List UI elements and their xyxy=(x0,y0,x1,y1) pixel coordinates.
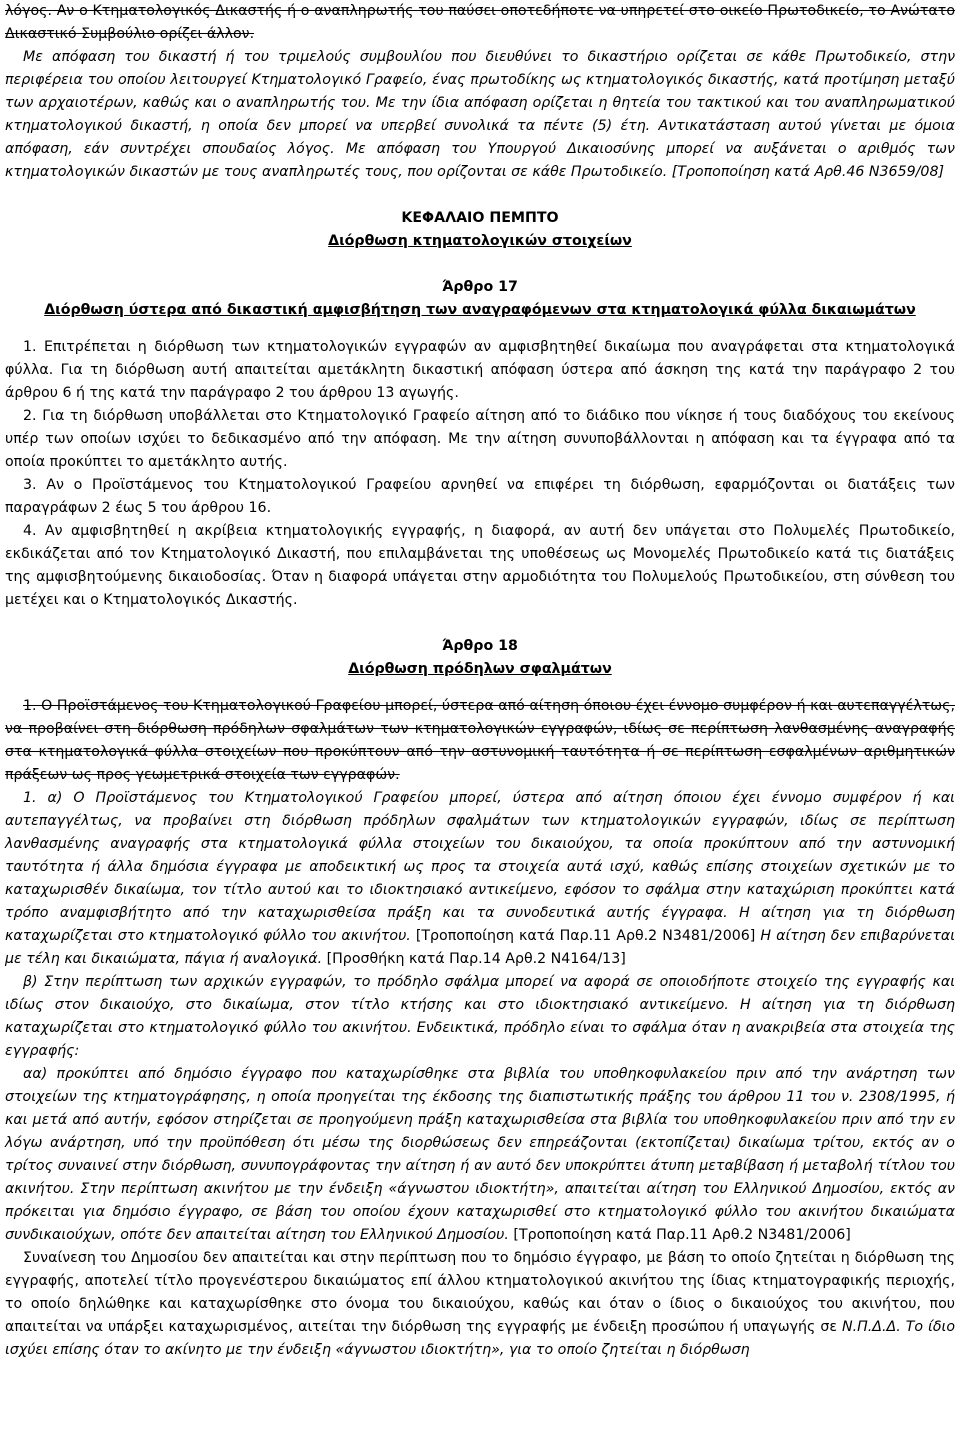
chapter-subtitle: Διόρθωση κτηματολογικών στοιχείων xyxy=(328,233,632,249)
paragraph-1a-text-2: Η αίτηση δεν επιβαρύνεται με τέλη και δικαιώματα, πάγια ή αναλογικά. xyxy=(5,928,956,967)
article-17-paragraph-1: 1. Επιτρέπεται η διόρθωση των κτηματολογικών εγγραφών αν αμφισβητηθεί δικαίωμα που αναγράφεται στα κτηματολογικά φύλλα. Για τη διόρθωση αυτή απαιτείται αμετάκλητη δικαστική απόφαση ύστερα από άσκηση της κατά την παράγραφο 2 του άρθρου 6 ή της κατά την παράγραφο 2 του άρθρου 13 αγωγής. xyxy=(5,339,955,401)
article-17-paragraph-3: 3. Αν ο Προϊστάμενος του Κτηματολογικού Γραφείου αρνηθεί να επιφέρει τη διόρθωση, εφαρμόζονται οι διατάξεις των παραγράφων 2 έως 5 του άρθρου 16. xyxy=(5,477,955,516)
document-page xyxy=(5,0,955,1362)
paragraph-1a-text: 1. α) Ο Προϊστάμενος του Κτηματολογικού Γραφείου μπορεί, ύστερα από αίτηση όποιου έχει έννομο συμφέρον ή και αυτεπαγγέλτως, να προβαίνει στη διόρθωση πρόδηλων σφαλμάτων των κτηματολογικών εγγραφών, ιδίως σε περίπτωση λανθασμένης αναγραφής στα κτηματολογικά φύλλα στοιχείων του δικαιούχου, τα οποία προκύπτουν από την αστυνομική ταυτότητα ή άλλα δημόσια έγγραφα με αποδεικτική ως προς τα στοιχεία αυτά ισχύ, καθώς επίσης στοιχείων σχετικών με το καταχωρισθέν δικαίωμα, τον τίτλο αυτού και το ιδιοκτησιακό αντικείμενο, εφόσον το σφάλμα στην καταχώριση προκύπτει κατά τρόπο αναμφισβήτητο από την καταχωρισθείσα πράξη και τα συνοδευτικά αυτής έγγραφα. Η αίτηση για τη διόρθωση καταχωρίζεται στο κτηματολογικό φύλλο του ακινήτου. xyxy=(5,790,955,944)
article-18-consent-paragraph xyxy=(5,1247,955,1362)
article-18-paragraph-1a xyxy=(5,787,955,971)
intro-paragraph: Με απόφαση του δικαστή ή του τριμελούς συμβουλίου που διευθύνει το δικαστήριο ορίζεται σε κάθε Πρωτοδικείο, στην περιφέρεια του οποίου λειτουργεί Κτηματολογικό Γραφείο, ένας πρωτοδίκης ως κτηματολογικός δικαστής, κατά προτίμηση μεταξύ των αρχαιοτέρων, καθώς και ο αναπληρωτής του. Με την ίδια απόφαση ορίζεται η θητεία του τακτικού και του αναπληρωματικού κτηματολογικού δικαστή, η οποία δεν μπορεί να υπερβεί συνολικά τα πέντε (5) έτη. Αντικατάσταση αυτού γίνεται με όμοια απόφαση, εάν συντρέχει σπουδαίος λόγος. Με απόφαση του Υπουργού Δικαιοσύνης μπορεί να αυξάνεται ο αριθμός των κτηματολογικών δικαστών με τους αναπληρωτές τους, που ορίζονται σε κάθε Πρωτοδικείο. [Τροποποίηση κατά Αρθ.46 Ν3659/08] xyxy=(5,49,955,180)
article-18-item-aa xyxy=(5,1063,955,1247)
article-18-subtitle: Διόρθωση πρόδηλων σφαλμάτων xyxy=(348,661,612,677)
amendment-reference: [Τροποποίηση κατά Παρ.11 Αρθ.2 Ν3481/2006] xyxy=(410,928,761,944)
amendment-reference: [Προσθήκη κατά Παρ.14 Αρθ.2 Ν4164/13] xyxy=(322,951,626,967)
article-17-paragraph-4: 4. Αν αμφισβητηθεί η ακρίβεια κτηματολογικής εγγραφής, η διαφορά, αν αυτή δεν υπάγεται στο Πολυμελές Πρωτοδικείο, εκδικάζεται από τον Κτηματολογικό Δικαστή, που επιλαμβάνεται της υποθέσεως ως Μονομελές Πρωτοδικείο κατά τις διατάξεις της αμφισβητούμενης δικαιοδοσίας. Όταν η διαφορά υπάγεται στην αρμοδιότητα του Πολυμελούς Πρωτοδικείου, στη σύνθεση του μετέχει και ο Κτηματολογικός Δικαστής. xyxy=(5,523,955,608)
article-18-paragraph-1b: β) Στην περίπτωση των αρχικών εγγραφών, το πρόδηλο σφάλμα μπορεί να αφορά σε οποιοδήποτε στοιχείο της εγγραφής και ιδίως στον δικαιούχο, στο δικαίωμα, στον τίτλο κτήσης και στο ιδιοκτησιακό αντικείμενο. Η αίτηση για τη διόρθωση καταχωρίζεται στο κτηματολογικό φύλλο του ακινήτου. Ενδεικτικά, πρόδηλο είναι το σφάλμα όταν η ανακριβεία στα στοιχεία της εγγραφής: xyxy=(5,974,955,1059)
consent-text-2: Ν.Π.Δ.Δ. Το ίδιο ισχύει επίσης όταν το ακίνητο με την ένδειξη «άγνωστου ιδιοκτήτη», για το οποίο ζητείται η διόρθωση xyxy=(5,1319,956,1358)
article-17-subtitle: Διόρθωση ύστερα από δικαστική αμφισβήτηση των αναγραφόμενων στα κτηματολογικά φύλλα δικαιωμάτων xyxy=(44,302,916,318)
item-aa-text: αα) προκύπτει από δημόσιο έγγραφο που καταχωρίσθηκε στα βιβλία του υποθηκοφυλακείου πριν από την ανάρτηση των στοιχείων της κτηματογράφησης, η οποία προηγείται της έκδοσης της διαπιστωτικής πράξης του άρθρου 11 του ν. 2308/1995, ή και μετά από αυτήν, εφόσον στηρίζεται σε προηγούμενη πράξη καταχωρισθείσα στα βιβλία του υποθηκοφυλακείου πριν από την εν λόγω ανάρτηση, υπό την προϋπόθεση ότι μέσω της διορθώσεως δεν επηρεάζονται (εκτοπίζεται) δικαίωμα τρίτου, εκτός αν ο τρίτος συναινεί στην διόρθωση, συνυπογράφοντας την αίτηση ή αν αυτό δεν υποκρύπτει άτυπη μεταβίβαση ή μεταβολή τίτλου του ακινήτου. Στην περίπτωση ακινήτου με την ένδειξη «άγνωστου ιδιοκτήτη», απαιτείται αίτηση του Ελληνικού Δημοσίου, εκτός αν πρόκειται για δημόσιο έγγραφο, σε βάση του οποίου έχουν καταχωρισθεί στο κτηματολογικό φύλλο του ακινήτου δικαιώματα συνδικαιούχων, οπότε δεν απαιτείται αίτηση του Ελληνικού Δημοσίου. xyxy=(5,1066,955,1243)
article-17-paragraph-2: 2. Για τη διόρθωση υποβάλλεται στο Κτηματολογικό Γραφείο αίτηση από το διάδικο που νίκησε ή τους διαδόχους του εκείνους υπέρ των οποίων ισχύει το δεδικασμένο από την απόφαση. Με την αίτηση συνυποβάλλονται η απόφαση και τα έγγραφα από τα οποία προκύπτει το αμετάκλητο αυτής. xyxy=(5,408,955,470)
article-17-title: Άρθρο 17 xyxy=(442,279,518,295)
article-18-title: Άρθρο 18 xyxy=(442,638,518,654)
consent-text: Συναίνεση του Δημοσίου δεν απαιτείται και στην περίπτωση που το δημόσιο έγγραφο, με βάση το οποίο ζητείται η διόρθωση της εγγραφής, αποτελεί τίτλο προγενέστερου δικαιώματος επί άλλου κτηματολογικού ακινήτου της ίδιας κτηματογραφικής περιοχής, το οποίο δηλώθηκε και καταχωρίσθηκε στο όνομα του δικαιούχου, καθώς και όταν ο ίδιος ο δικαιούχος του ακινήτου, που απαιτείται να υπάρξει καταχωρισμένος, αιτείται την διόρθωση της εγγραφής με ένδειξη προσώπου ή υπαγωγής σε xyxy=(5,1250,955,1335)
chapter-title: ΚΕΦΑΛΑΙΟ ΠΕΜΠΤΟ xyxy=(401,210,559,226)
intro-struck-text: λόγος. Αν ο Κτηματολογικός Δικαστής ή ο αναπληρωτής του παύσει οποτεδήποτε να υπηρετεί στο οικείο Πρωτοδικείο, το Ανώτατο Δικαστικό Συμβούλιο ορίζει άλλον. xyxy=(5,3,955,42)
article-18-struck-paragraph: 1. Ο Προϊστάμενος του Κτηματολογικού Γραφείου μπορεί, ύστερα από αίτηση όποιου έχει έννομο συμφέρον ή και αυτεπαγγέλτως, να προβαίνει στη διόρθωση πρόδηλων σφαλμάτων των κτηματολογικών εγγραφών, ιδίως σε περίπτωση λανθασμένης αναγραφής στα κτηματολογικά φύλλα στοιχείων που προκύπτουν από την αστυνομική ταυτότητα ή σε περίπτωση εσφαλμένων αριθμητικών πράξεων ως προς γεωμετρικά στοιχεία των εγγραφών. xyxy=(5,698,955,783)
amendment-reference: [Τροποποίηση κατά Παρ.11 Αρθ.2 Ν3481/2006] xyxy=(508,1227,851,1243)
